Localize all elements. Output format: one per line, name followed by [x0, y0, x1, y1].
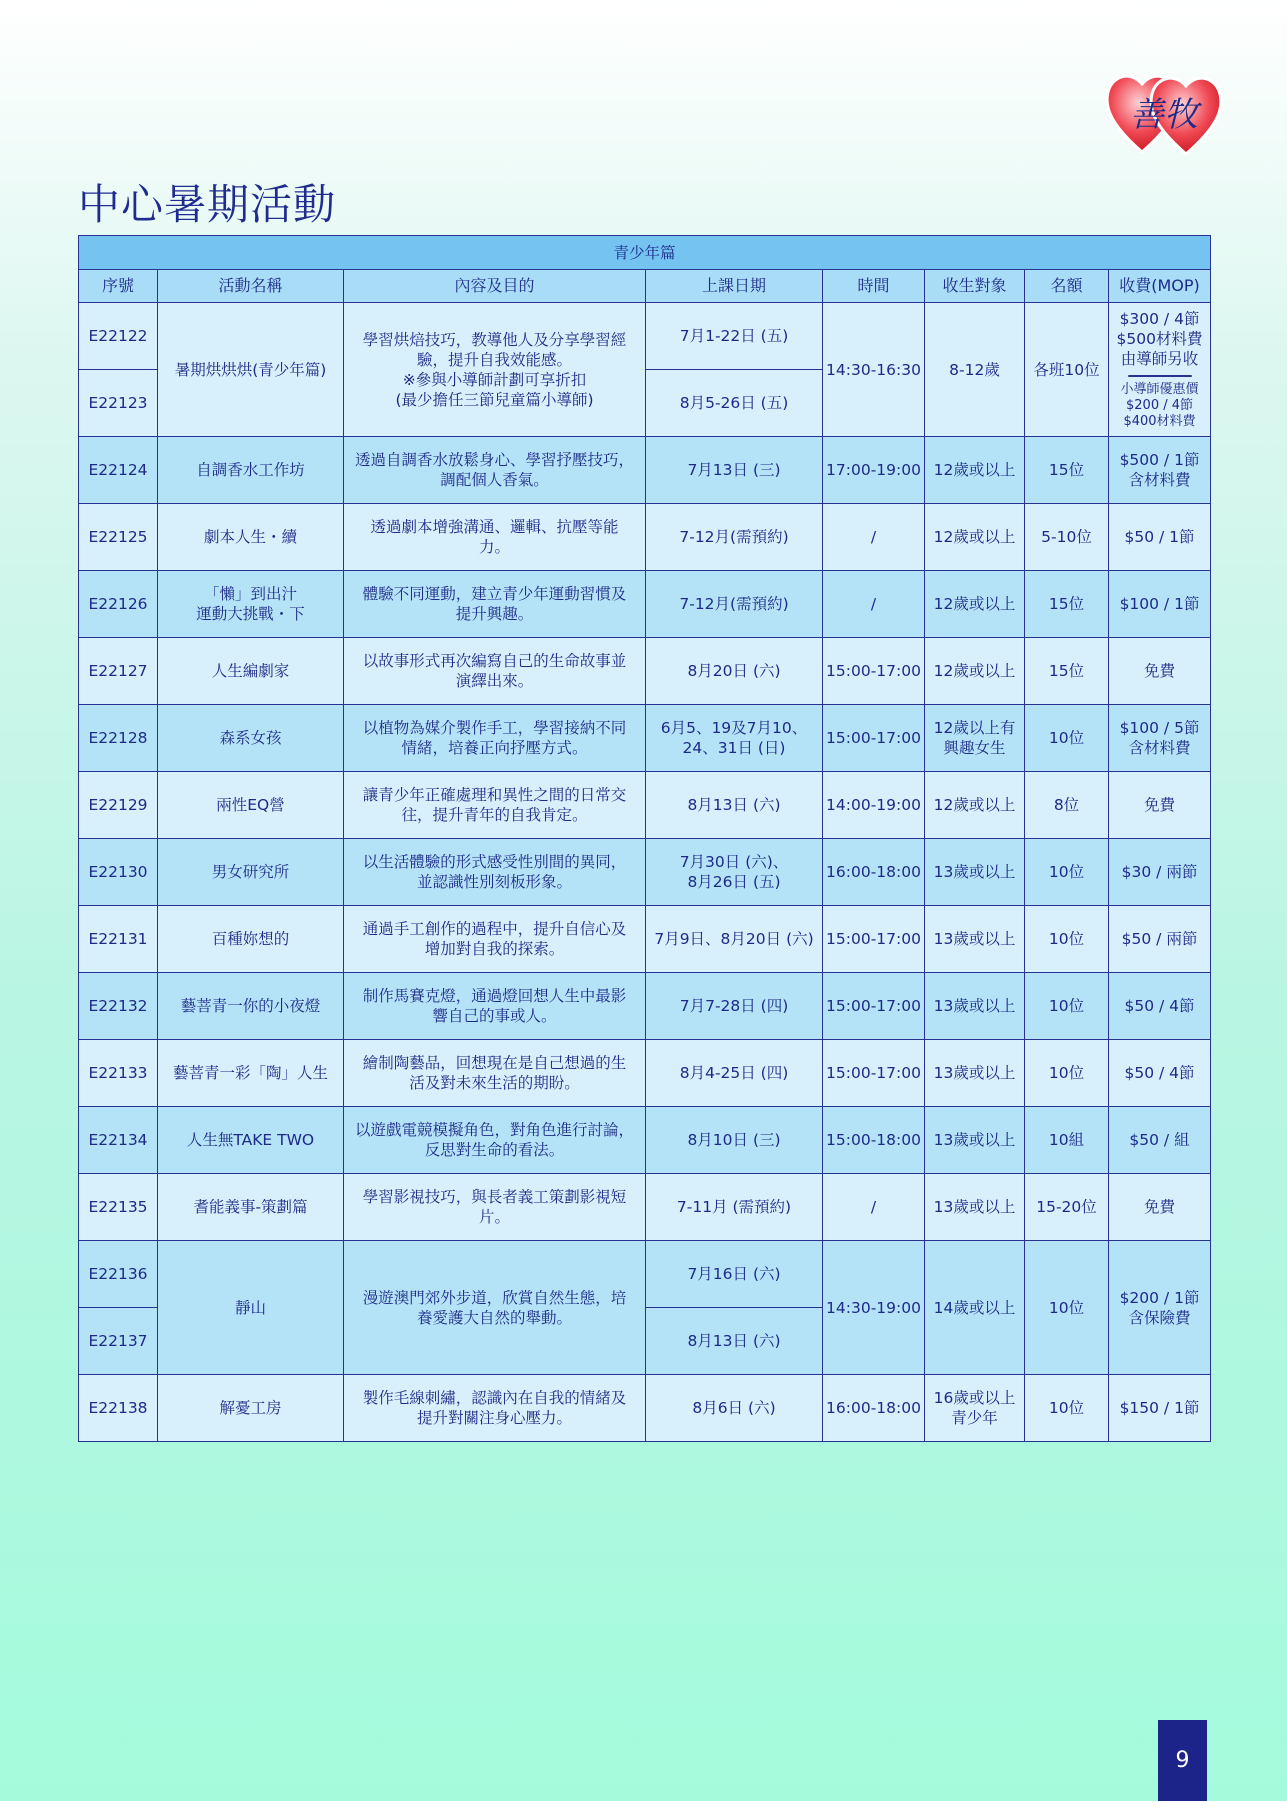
target-cell — [925, 1375, 1025, 1442]
content-cell — [344, 504, 646, 571]
id-cell: E22122 — [79, 303, 158, 370]
quota-cell: 10位 — [1025, 906, 1109, 973]
content-cell-line: (最少擔任三節兒童篇小導師) — [395, 390, 594, 409]
name-cell-line: 解憂工房 — [219, 1399, 282, 1417]
name-cell-line: 人生無TAKE TWO — [186, 1131, 315, 1149]
content-cell-line: 體驗不同運動，建立青少年運動習慣及 — [362, 585, 627, 603]
table-row — [79, 1174, 1211, 1241]
content-cell-line: 制作馬賽克燈，通過燈回想人生中最影 — [362, 987, 627, 1005]
time-cell: 14:30-16:30 — [823, 303, 925, 437]
content-cell-line: 增加對自我的探索。 — [424, 940, 565, 958]
name-cell — [158, 571, 344, 638]
date-cell — [646, 1375, 823, 1442]
content-cell-line: 繪制陶藝品，回想現在是自己想過的生 — [362, 1054, 627, 1072]
quota-cell: 15位 — [1025, 638, 1109, 705]
content-cell-line: 以生活體驗的形式感受性別間的異同， — [362, 853, 627, 871]
name-cell — [158, 437, 344, 504]
table-row — [79, 839, 1211, 906]
fee-cell-line: 免費 — [1144, 796, 1176, 814]
name-cell — [158, 1375, 344, 1442]
name-cell — [158, 973, 344, 1040]
date-cell — [646, 571, 823, 638]
target-cell — [925, 504, 1025, 571]
fee-cell — [1109, 705, 1211, 772]
content-cell-line: 以故事形式再次編寫自己的生命故事並 — [362, 652, 627, 670]
target-cell: 8-12歲 — [925, 303, 1025, 437]
content-cell — [344, 906, 646, 973]
name-cell-line: 耆能義事-策劃篇 — [193, 1198, 308, 1216]
activity-table — [78, 235, 1211, 1442]
name-cell-line: 藝菩青一你的小夜燈 — [180, 997, 321, 1015]
time-cell: 17:00-19:00 — [823, 437, 925, 504]
content-cell-line: 讓青少年正確處理和異性之間的日常交 — [362, 786, 627, 804]
content-cell-line: 調配個人香氣。 — [440, 471, 549, 489]
table-row — [79, 906, 1211, 973]
id-cell: E22134 — [79, 1107, 158, 1174]
id-cell: E22136 — [79, 1241, 158, 1308]
content-cell-line: 漫遊澳門郊外步道，欣賞自然生態，培 — [362, 1288, 627, 1307]
content-cell-line: 透過自調香水放鬆身心、學習抒壓技巧， — [354, 451, 634, 469]
time-cell: 15:00-17:00 — [823, 1040, 925, 1107]
table-row — [79, 504, 1211, 571]
time-cell: 15:00-17:00 — [823, 705, 925, 772]
target-cell — [925, 437, 1025, 504]
date-cell — [646, 973, 823, 1040]
date-cell-line: 6月5、19及7月10、 — [660, 719, 808, 737]
fee-cell — [1109, 571, 1211, 638]
content-cell — [344, 772, 646, 839]
time-cell: 14:30-19:00 — [823, 1241, 925, 1375]
target-cell-line: 興趣女生 — [943, 739, 1006, 757]
content-cell-line: 學習影視技巧，與長者義工策劃影視短 — [362, 1188, 627, 1206]
name-cell-line: 自調香水工作坊 — [196, 461, 305, 479]
date-cell: 7月1-22日 (五) — [646, 303, 823, 370]
time-cell: 15:00-17:00 — [823, 906, 925, 973]
name-cell — [158, 1174, 344, 1241]
target-cell-line: 12歲或以上 — [933, 595, 1016, 613]
date-cell-line: 8月4-25日 (四) — [679, 1064, 789, 1082]
content-cell — [344, 303, 646, 437]
name-cell-line: 百種妳想的 — [211, 930, 290, 948]
section-band — [79, 236, 1211, 270]
table-row — [79, 638, 1211, 705]
quota-cell: 10位 — [1025, 973, 1109, 1040]
id-cell: E22127 — [79, 638, 158, 705]
fee-cell — [1109, 1375, 1211, 1442]
date-cell: 8月5-26日 (五) — [646, 370, 823, 437]
quota-cell: 8位 — [1025, 772, 1109, 839]
header-cell: 活動名稱 — [158, 270, 344, 303]
target-cell: 14歲或以上 — [925, 1241, 1025, 1375]
fee-cell-line: $50 / 1節 — [1124, 528, 1195, 546]
content-cell-line: 以植物為媒介製作手工，學習接納不同 — [362, 719, 627, 737]
id-cell: E22125 — [79, 504, 158, 571]
name-cell — [158, 1107, 344, 1174]
target-cell — [925, 1107, 1025, 1174]
fee-cell-line: $50 / 4節 — [1124, 1064, 1195, 1082]
fee-cell-line: $100 / 1節 — [1119, 595, 1200, 613]
fee-cell-line: 由導師另收 — [1120, 350, 1199, 368]
content-cell — [344, 973, 646, 1040]
target-cell — [925, 1174, 1025, 1241]
date-cell — [646, 772, 823, 839]
content-cell-line: 情緒，培養正向抒壓方式。 — [401, 739, 588, 757]
fee-cell — [1109, 1241, 1211, 1375]
content-cell-line: 反思對生命的看法。 — [424, 1141, 565, 1159]
name-cell-line: 劇本人生・續 — [203, 528, 297, 546]
quota-cell: 10位 — [1025, 1375, 1109, 1442]
id-cell: E22137 — [79, 1308, 158, 1375]
fee-cell — [1109, 1107, 1211, 1174]
time-cell: / — [823, 1174, 925, 1241]
name-cell — [158, 772, 344, 839]
quota-cell: 10位 — [1025, 839, 1109, 906]
target-cell-line: 13歲或以上 — [933, 1198, 1016, 1216]
time-cell: 14:00-19:00 — [823, 772, 925, 839]
fee-cell-line: $500 / 1節 — [1119, 451, 1200, 469]
time-cell: 15:00-17:00 — [823, 638, 925, 705]
id-cell: E22133 — [79, 1040, 158, 1107]
date-cell — [646, 906, 823, 973]
header-cell: 內容及目的 — [344, 270, 646, 303]
section-title: 青少年篇 — [79, 236, 1211, 270]
table-row — [79, 772, 1211, 839]
content-cell-line: 以遊戲電競模擬角色，對角色進行討論， — [354, 1121, 634, 1139]
header-cell: 收費(MOP) — [1109, 270, 1211, 303]
target-cell — [925, 772, 1025, 839]
target-cell-line: 12歲以上有 — [933, 719, 1016, 737]
header-cell: 收生對象 — [925, 270, 1025, 303]
target-cell — [925, 839, 1025, 906]
name-cell-line: 男女研究所 — [211, 863, 290, 881]
time-cell: 15:00-18:00 — [823, 1107, 925, 1174]
fee-cell — [1109, 973, 1211, 1040]
date-cell-line: 7-11月 (需預約) — [676, 1198, 792, 1216]
fee-sub-line: $200 / 4節 — [1126, 398, 1193, 413]
quota-cell: 10位 — [1025, 1241, 1109, 1375]
quota-cell: 5-10位 — [1025, 504, 1109, 571]
content-cell-line: 片。 — [478, 1208, 510, 1226]
fee-cell-line: $150 / 1節 — [1119, 1399, 1200, 1417]
fee-cell-line: $50 / 兩節 — [1121, 930, 1198, 948]
page-number: 9 — [1158, 1720, 1207, 1801]
id-cell: E22131 — [79, 906, 158, 973]
shan-mu-logo — [1102, 64, 1230, 164]
content-cell — [344, 437, 646, 504]
target-cell-line: 13歲或以上 — [933, 863, 1016, 881]
target-cell-line: 13歲或以上 — [933, 997, 1016, 1015]
quota-cell: 15-20位 — [1025, 1174, 1109, 1241]
target-cell-line: 13歲或以上 — [933, 1131, 1016, 1149]
fee-cell-line: $100 / 5節 — [1119, 719, 1200, 737]
target-cell-line: 12歲或以上 — [933, 461, 1016, 479]
table-row — [79, 1241, 1211, 1308]
time-cell: 15:00-17:00 — [823, 973, 925, 1040]
date-cell-line: 7-12月(需預約) — [679, 528, 789, 546]
quota-cell: 15位 — [1025, 437, 1109, 504]
header-cell: 上課日期 — [646, 270, 823, 303]
date-cell — [646, 437, 823, 504]
table-row — [79, 705, 1211, 772]
date-cell-line: 8月26日 (五) — [687, 873, 781, 891]
name-cell — [158, 705, 344, 772]
id-cell: E22128 — [79, 705, 158, 772]
name-cell — [158, 906, 344, 973]
id-cell: E22135 — [79, 1174, 158, 1241]
date-cell — [646, 839, 823, 906]
fee-cell-line: $50 / 組 — [1129, 1131, 1190, 1149]
name-cell — [158, 1040, 344, 1107]
time-cell: 16:00-18:00 — [823, 1375, 925, 1442]
date-cell — [646, 1040, 823, 1107]
name-cell-line: 兩性EQ營 — [216, 796, 285, 814]
quota-cell: 15位 — [1025, 571, 1109, 638]
name-cell: 靜山 — [158, 1241, 344, 1375]
content-cell-line: 往，提升青年的自我肯定。 — [401, 806, 588, 824]
content-cell — [344, 1107, 646, 1174]
target-cell-line: 16歲或以上 — [933, 1389, 1016, 1407]
time-cell: 16:00-18:00 — [823, 839, 925, 906]
name-cell-line: 「懶」到出汁 — [203, 585, 297, 603]
target-cell — [925, 1040, 1025, 1107]
content-cell-line: 製作毛線刺繡，認識內在自我的情緒及 — [362, 1389, 627, 1407]
fee-cell — [1109, 303, 1211, 437]
quota-cell: 10位 — [1025, 1040, 1109, 1107]
content-cell — [344, 571, 646, 638]
fee-cell — [1109, 1040, 1211, 1107]
content-cell-line: 學習烘焙技巧，教導他人及分享學習經 — [362, 330, 627, 349]
target-cell-line: 12歲或以上 — [933, 796, 1016, 814]
header-cell: 序號 — [79, 270, 158, 303]
date-cell — [646, 504, 823, 571]
fee-cell-line: $300 / 4節 — [1119, 310, 1200, 328]
content-cell — [344, 1241, 646, 1375]
id-cell: E22129 — [79, 772, 158, 839]
svg-text:善牧: 善牧 — [1130, 95, 1198, 135]
target-cell — [925, 906, 1025, 973]
date-cell: 7月16日 (六) — [646, 1241, 823, 1308]
content-cell-line: 透過劇本增強溝通、邏輯、抗壓等能 — [370, 518, 619, 536]
fee-cell — [1109, 437, 1211, 504]
content-cell-line: 並認識性別刻板形象。 — [416, 873, 572, 891]
fee-cell-line: $200 / 1節 — [1119, 1288, 1200, 1307]
content-cell-line: 演繹出來。 — [455, 672, 534, 690]
name-cell — [158, 638, 344, 705]
fee-cell-line: 免費 — [1144, 662, 1176, 680]
content-cell — [344, 705, 646, 772]
quota-cell: 各班10位 — [1025, 303, 1109, 437]
name-cell: 暑期烘烘烘(青少年篇) — [158, 303, 344, 437]
content-cell — [344, 1174, 646, 1241]
content-cell-line: 響自己的事或人。 — [432, 1007, 557, 1025]
table-row — [79, 973, 1211, 1040]
id-cell: E22138 — [79, 1375, 158, 1442]
fee-cell — [1109, 839, 1211, 906]
date-cell-line: 8月13日 (六) — [687, 796, 781, 814]
content-cell-line: 提升興趣。 — [455, 605, 534, 623]
fee-cell-line: 免費 — [1144, 1198, 1176, 1216]
content-cell — [344, 1040, 646, 1107]
date-cell-line: 7月13日 (三) — [687, 461, 781, 479]
id-cell: E22126 — [79, 571, 158, 638]
page-title: 中心暑期活動 — [78, 180, 337, 229]
content-cell — [344, 1375, 646, 1442]
header-row — [79, 270, 1211, 303]
date-cell-line: 7月30日 (六)、 — [679, 853, 789, 871]
date-cell-line: 24、31日 (日) — [682, 739, 786, 757]
date-cell-line: 8月6日 (六) — [692, 1399, 776, 1417]
fee-cell-line: $500材料費 — [1116, 330, 1203, 348]
header-cell: 時間 — [823, 270, 925, 303]
content-cell — [344, 839, 646, 906]
fee-cell — [1109, 906, 1211, 973]
fee-cell-line: $30 / 兩節 — [1121, 863, 1198, 881]
fee-cell — [1109, 504, 1211, 571]
target-cell-line: 12歲或以上 — [933, 528, 1016, 546]
target-cell-line: 12歲或以上 — [933, 662, 1016, 680]
header-cell: 名額 — [1025, 270, 1109, 303]
target-cell — [925, 973, 1025, 1040]
fee-sub-line: $400材料費 — [1123, 414, 1196, 429]
content-cell-line: ※參與小導師計劃可享折扣 — [402, 370, 587, 389]
content-cell-line: 養愛護大自然的舉動。 — [416, 1308, 572, 1327]
table-row — [79, 303, 1211, 370]
name-cell — [158, 504, 344, 571]
heart-logo-icon — [1102, 64, 1230, 164]
content-cell-line: 驗，提升自我效能感。 — [416, 350, 572, 369]
date-cell-line: 8月20日 (六) — [687, 662, 781, 680]
target-cell — [925, 571, 1025, 638]
name-cell-line: 運動大挑戰・下 — [196, 605, 305, 623]
table-row — [79, 437, 1211, 504]
date-cell — [646, 1174, 823, 1241]
fee-cell-line: 含保險費 — [1128, 1308, 1191, 1327]
content-cell — [344, 638, 646, 705]
fee-cell-line: 含材料費 — [1128, 739, 1191, 757]
id-cell: E22130 — [79, 839, 158, 906]
target-cell — [925, 705, 1025, 772]
fee-cell — [1109, 638, 1211, 705]
quota-cell: 10組 — [1025, 1107, 1109, 1174]
date-cell-line: 8月10日 (三) — [687, 1131, 781, 1149]
date-cell-line: 7-12月(需預約) — [679, 595, 789, 613]
table-row — [79, 571, 1211, 638]
fee-cell-line: 含材料費 — [1128, 471, 1191, 489]
table-row — [79, 1107, 1211, 1174]
fee-sub-line: 小導師優惠價 — [1120, 382, 1199, 397]
date-cell-line: 7月7-28日 (四) — [679, 997, 789, 1015]
date-cell: 8月13日 (六) — [646, 1308, 823, 1375]
target-cell-line: 13歲或以上 — [933, 1064, 1016, 1082]
fee-divider — [1128, 375, 1192, 377]
quota-cell: 10位 — [1025, 705, 1109, 772]
fee-cell-line: $50 / 4節 — [1124, 997, 1195, 1015]
content-cell-line: 力。 — [478, 538, 510, 556]
content-cell-line: 通過手工創作的過程中，提升自信心及 — [362, 920, 627, 938]
time-cell: / — [823, 504, 925, 571]
fee-cell — [1109, 772, 1211, 839]
name-cell-line: 藝菩青一彩「陶」人生 — [172, 1064, 328, 1082]
id-cell: E22132 — [79, 973, 158, 1040]
name-cell — [158, 839, 344, 906]
target-cell-line: 13歲或以上 — [933, 930, 1016, 948]
table-row — [79, 1040, 1211, 1107]
target-cell — [925, 638, 1025, 705]
date-cell — [646, 1107, 823, 1174]
id-cell: E22124 — [79, 437, 158, 504]
content-cell-line: 提升對關注身心壓力。 — [416, 1409, 572, 1427]
id-cell: E22123 — [79, 370, 158, 437]
table-row — [79, 1375, 1211, 1442]
date-cell — [646, 705, 823, 772]
name-cell-line: 森系女孩 — [219, 729, 282, 747]
name-cell-line: 人生編劇家 — [211, 662, 290, 680]
target-cell-line: 青少年 — [951, 1409, 998, 1427]
date-cell — [646, 638, 823, 705]
fee-cell — [1109, 1174, 1211, 1241]
content-cell-line: 活及對未來生活的期盼。 — [409, 1074, 580, 1092]
date-cell-line: 7月9日、8月20日 (六) — [654, 930, 814, 948]
time-cell: / — [823, 571, 925, 638]
